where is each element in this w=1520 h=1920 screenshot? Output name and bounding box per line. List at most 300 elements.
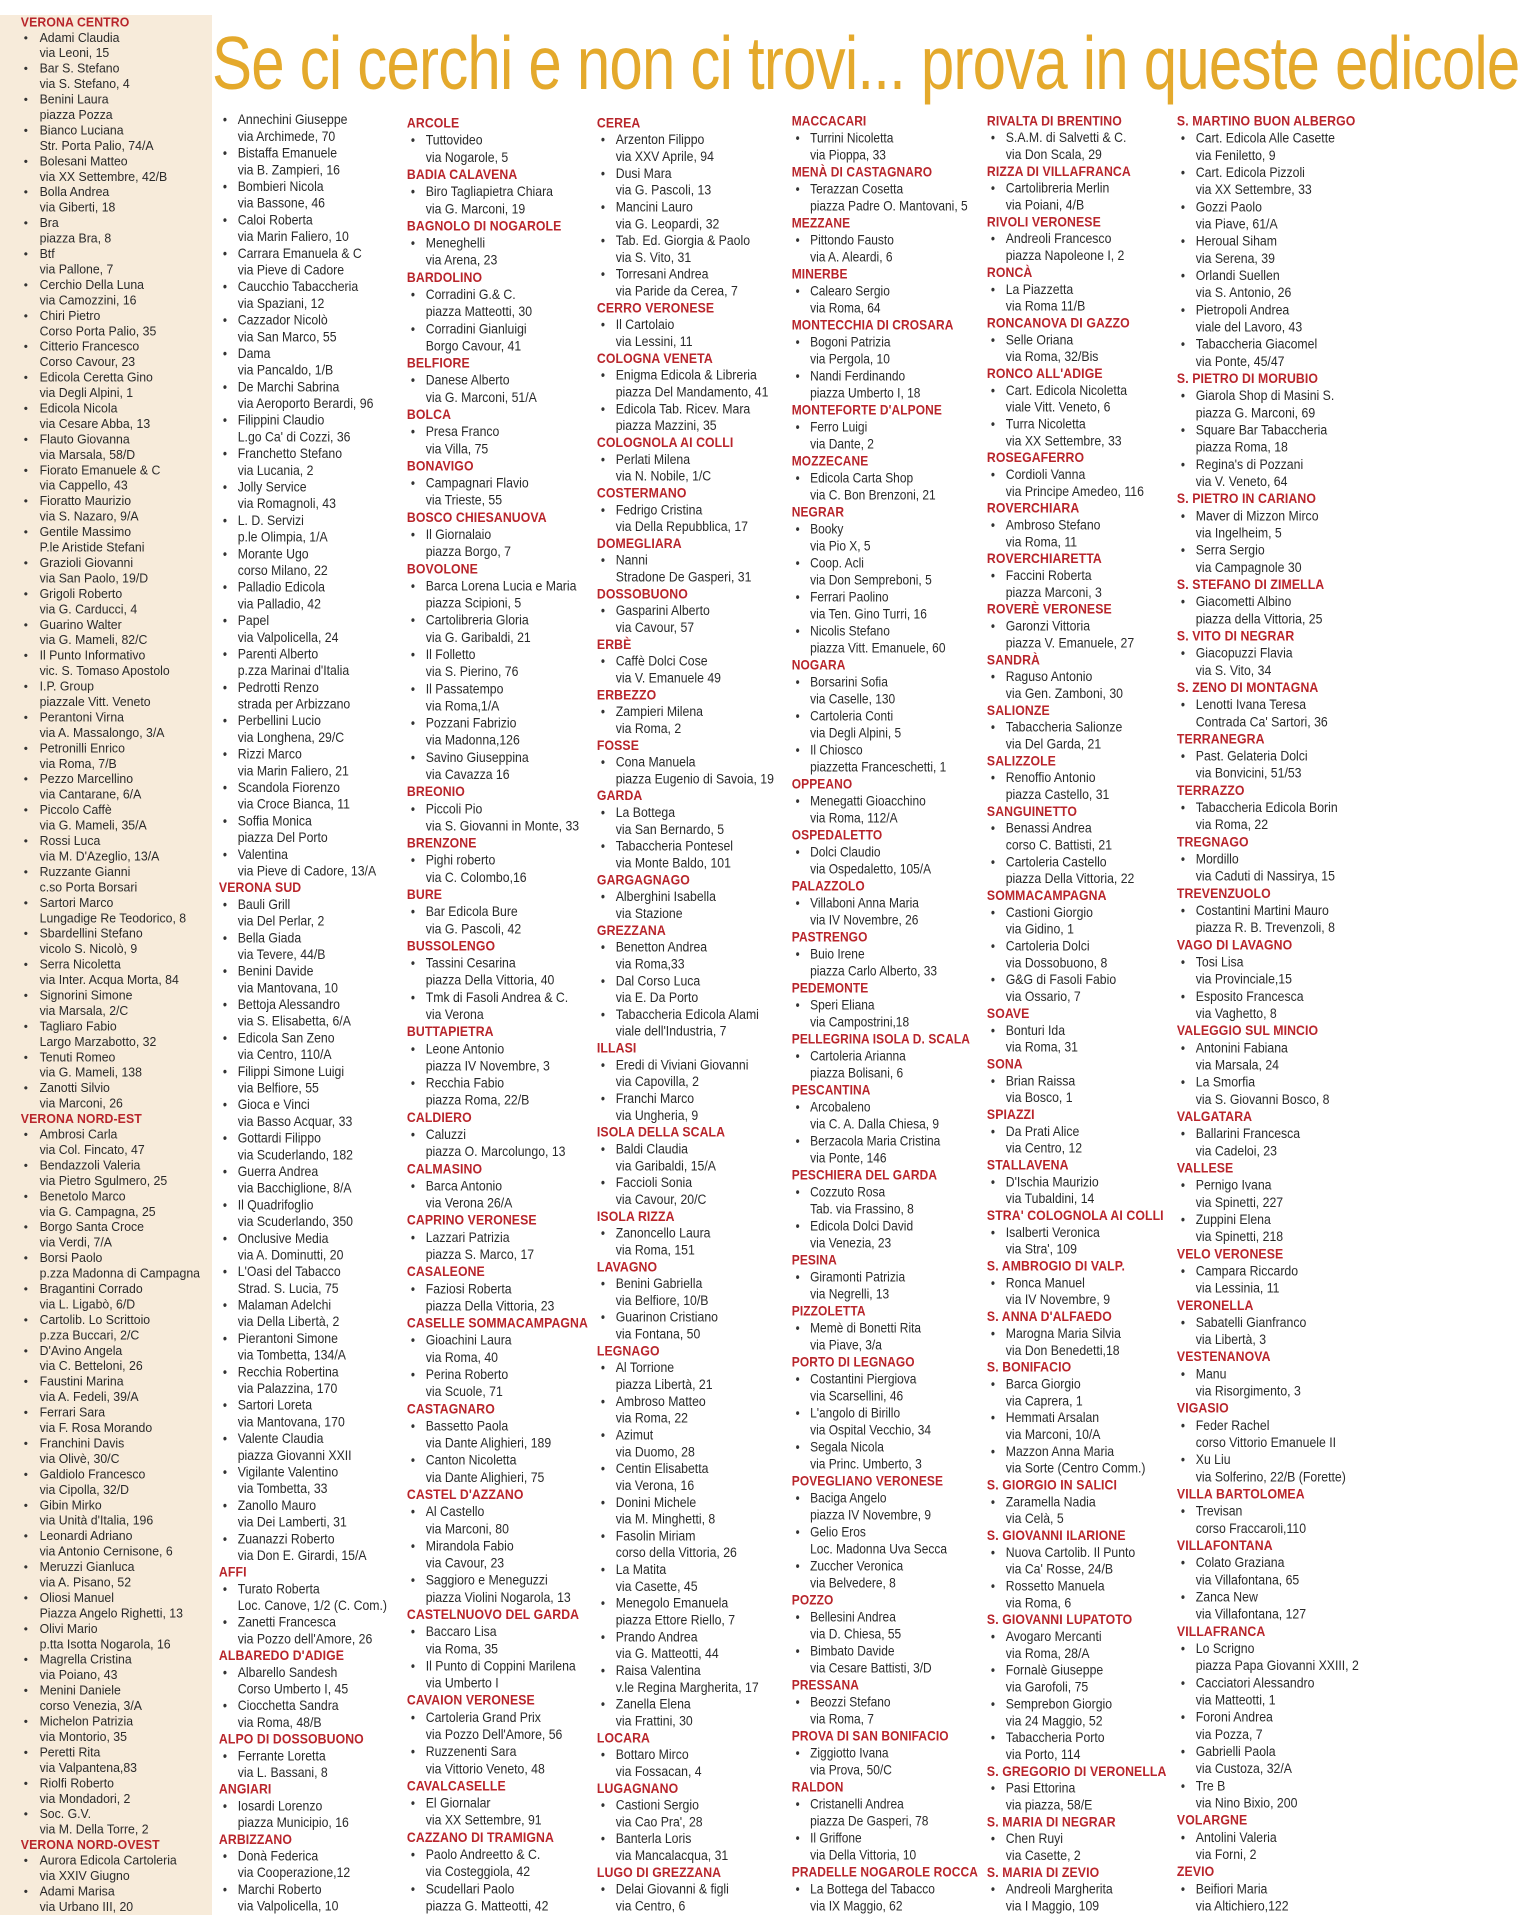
- newsstand-entry: [400, 1881, 593, 1915]
- newsstand-name: • Gibin Mirko: [39, 1497, 102, 1513]
- newsstand-name: • Zanella Elena: [615, 1696, 691, 1713]
- newsstand-address: via Tombetta, 134/A: [237, 1347, 346, 1363]
- town-heading: ROVERÈ VERONESE: [986, 601, 1112, 618]
- newsstand-address: via V. Veneto, 64: [1195, 473, 1288, 490]
- newsstand-entry: [0, 1467, 210, 1498]
- town-heading: S. VITO DI NEGRAR: [1176, 627, 1295, 644]
- newsstand-address: Loc. Canove, 1/2 (C. Com.): [237, 1597, 387, 1614]
- newsstand-address: via Venezia, 23: [810, 1235, 892, 1251]
- newsstand-address: viale del Lavoro, 43: [1195, 318, 1303, 335]
- newsstand-address: via A. Pisano, 52: [39, 1575, 132, 1590]
- newsstand-name: • Tre B: [1195, 1777, 1226, 1794]
- newsstand-address: via M. Minghetti, 8: [615, 1511, 716, 1527]
- newsstand-name: • Fasolin Miriam: [615, 1528, 696, 1544]
- newsstand-address: via XX Settembre, 91: [425, 1812, 542, 1829]
- newsstand-name: • Ruzzenenti Sara: [425, 1743, 517, 1760]
- newsstand-name: • Tabaccheria Pontesel: [615, 838, 734, 855]
- newsstand-entry: [980, 938, 1173, 972]
- town-heading: CAPRINO VERONESE: [406, 1212, 537, 1229]
- newsstand-name: • Sartori Marco: [39, 895, 114, 910]
- newsstand-name: • Petronilli Enrico: [39, 741, 125, 756]
- newsstand-address: via Don Benedetti,18: [1005, 1342, 1120, 1359]
- newsstand-name: • Pezzo Marcellino: [39, 771, 134, 787]
- newsstand-name: • Fiorato Emanuele & C: [39, 462, 161, 478]
- newsstand-address: via 24 Maggio, 52: [1005, 1712, 1103, 1729]
- newsstand-entry: [400, 1366, 593, 1400]
- newsstand-entry: [785, 1524, 973, 1558]
- newsstand-name: • Mazzon Anna Maria: [1005, 1443, 1115, 1460]
- newsstand-entry: [785, 793, 973, 827]
- newsstand-name: • Flauto Giovanna: [39, 432, 130, 447]
- town-heading: S. STEFANO DI ZIMELLA: [1176, 576, 1325, 593]
- newsstand-address: piazza Della Vittoria, 22: [1005, 870, 1135, 887]
- town-heading: PROVA DI SAN BONIFACIO: [791, 1728, 949, 1744]
- newsstand-entry: [212, 579, 405, 612]
- newsstand-address: strada per Arbizzano: [237, 696, 351, 712]
- newsstand-address: via Princ. Umberto, 3: [810, 1456, 922, 1472]
- newsstand-address: p.le Olimpia, 1/A: [237, 529, 328, 545]
- newsstand-address: via Dante Alighieri, 75: [425, 1469, 545, 1486]
- newsstand-entry: [0, 1282, 210, 1313]
- newsstand-entry: [980, 1443, 1173, 1477]
- newsstand-name: • Perlati Milena: [615, 451, 691, 468]
- newsstand-name: • Segala Nicola: [810, 1439, 884, 1455]
- town-heading: PALAZZOLO: [791, 878, 865, 894]
- newsstand-name: • Chen Ruyi: [1005, 1830, 1063, 1847]
- newsstand-entry: [590, 1797, 783, 1831]
- newsstand-entry: [590, 1309, 783, 1343]
- newsstand-name: • Bellesini Andrea: [810, 1609, 896, 1625]
- newsstand-address: via S. Elisabetta, 6/A: [237, 1013, 351, 1030]
- newsstand-entry: [1170, 1640, 1381, 1674]
- newsstand-entry: [590, 1831, 783, 1865]
- newsstand-address: via G. Mameli, 138: [39, 1065, 142, 1080]
- newsstand-entry: [0, 741, 210, 772]
- newsstand-address: via G. Pascoli, 42: [425, 920, 522, 937]
- newsstand-entry: [590, 1091, 783, 1125]
- newsstand-address: via Villafontana, 65: [1195, 1571, 1300, 1588]
- newsstand-name: • Campagnari Flavio: [425, 475, 529, 492]
- newsstand-address: via A. Dominutti, 20: [237, 1247, 344, 1263]
- newsstand-name: • Bar S. Stefano: [39, 61, 120, 76]
- newsstand-entry: [400, 646, 593, 680]
- newsstand-name: • Franchini Davis: [39, 1436, 125, 1451]
- newsstand-entry: [980, 416, 1173, 450]
- newsstand-name: • S.A.M. di Salvetti & C.: [1005, 129, 1127, 146]
- newsstand-name: • Centin Elisabetta: [615, 1460, 709, 1477]
- town-heading: S. ANNA D'ALFAEDO: [986, 1308, 1112, 1325]
- newsstand-name: • Speri Eliana: [810, 997, 875, 1013]
- newsstand-address: via Roma, 35: [425, 1640, 499, 1657]
- newsstand-address: via Casette, 45: [615, 1578, 698, 1595]
- newsstand-entry: [212, 246, 405, 279]
- newsstand-address: via Forni, 2: [1195, 1846, 1257, 1863]
- newsstand-entry: [785, 1048, 973, 1082]
- newsstand-name: • Jolly Service: [237, 479, 307, 495]
- newsstand-entry: [0, 1220, 210, 1251]
- newsstand-entry: [400, 801, 593, 835]
- town-heading: SANDRÀ: [986, 651, 1040, 668]
- newsstand-address: via G. Leopardi, 32: [615, 215, 720, 232]
- newsstand-name: • Mirandola Fabio: [425, 1537, 514, 1554]
- newsstand-name: • Adami Claudia: [39, 30, 120, 45]
- newsstand-entry: [785, 1694, 973, 1728]
- newsstand-name: • Tuttovideo: [425, 132, 483, 149]
- newsstand-name: • Bar Edicola Bure: [425, 903, 518, 920]
- newsstand-entry: [785, 555, 973, 589]
- newsstand-address: via Romagnoli, 43: [237, 495, 336, 512]
- newsstand-name: • Nandi Ferdinando: [810, 368, 906, 384]
- newsstand-address: via S. Vito, 31: [615, 249, 692, 266]
- newsstand-address: via Lucania, 2: [237, 462, 314, 479]
- newsstand-entry: [980, 1326, 1173, 1360]
- newsstand-entry: [1170, 954, 1381, 988]
- newsstand-name: • Tmk di Fasoli Andrea & C.: [425, 989, 569, 1006]
- newsstand-entry: [590, 1141, 783, 1175]
- newsstand-entry: [212, 145, 405, 178]
- newsstand-address: via Roma, 112/A: [810, 810, 898, 826]
- newsstand-address: via Pozzo Dell'Amore, 56: [425, 1726, 563, 1743]
- newsstand-address: via F. Rosa Morando: [39, 1420, 153, 1436]
- newsstand-address: via M. Della Torre, 2: [39, 1822, 149, 1837]
- newsstand-address: via Roma, 6: [1005, 1595, 1072, 1611]
- newsstand-entry: [590, 1629, 783, 1663]
- newsstand-address: via Basso Acquar, 33: [237, 1113, 353, 1130]
- town-heading: CAZZANO DI TRAMIGNA: [406, 1829, 554, 1846]
- newsstand-entry: [0, 679, 210, 710]
- newsstand-address: piazza Violini Nogarola, 13: [425, 1589, 571, 1606]
- town-heading: S. BONIFACIO: [986, 1359, 1072, 1375]
- newsstand-address: via XX Settembre, 33: [1195, 181, 1312, 198]
- newsstand-address: via N. Nobile, 1/C: [615, 468, 712, 484]
- newsstand-entry: [785, 589, 973, 623]
- newsstand-address: via Piave, 61/A: [1195, 215, 1278, 232]
- newsstand-entry: [785, 1184, 973, 1218]
- newsstand-entry: [1170, 1589, 1381, 1623]
- newsstand-address: via Leoni, 15: [39, 45, 110, 61]
- newsstand-name: • Meneghelli: [425, 235, 486, 251]
- newsstand-entry: [0, 463, 210, 494]
- newsstand-entry: [1170, 1778, 1381, 1812]
- newsstand-address: via Roma, 40: [425, 1349, 499, 1366]
- newsstand-name: • Cona Manuela: [615, 754, 696, 770]
- newsstand-address: via Ingelheim, 5: [1195, 524, 1282, 541]
- newsstand-name: • Fedrigo Cristina: [615, 501, 703, 518]
- town-heading: ROVERCHIARETTA: [986, 550, 1102, 567]
- newsstand-name: • Borsarini Sofia: [810, 674, 888, 690]
- town-heading: AFFI: [218, 1564, 247, 1580]
- newsstand-address: piazza Borgo, 7: [425, 543, 511, 560]
- newsstand-address: Corso Umberto I, 45: [237, 1681, 349, 1697]
- newsstand-entry: [980, 1275, 1173, 1309]
- newsstand-name: • Costantini Piergiova: [810, 1371, 917, 1387]
- newsstand-address: via Spinetti, 227: [1195, 1194, 1284, 1211]
- newsstand-name: • Cartoleria Conti: [810, 708, 894, 724]
- newsstand-name: • Berzacola Maria Cristina: [810, 1133, 941, 1149]
- newsstand-name: • Cartoleria Dolci: [1005, 938, 1090, 954]
- newsstand-entry: [590, 1427, 783, 1461]
- newsstand-name: • Donà Federica: [237, 1848, 319, 1864]
- newsstand-address: piazza De Gasperi, 78: [810, 1813, 929, 1829]
- newsstand-entry: [400, 1624, 593, 1658]
- newsstand-address: via S. Pierino, 76: [425, 663, 519, 680]
- newsstand-entry: [1170, 1211, 1381, 1245]
- town-heading: ERBÈ: [596, 636, 632, 653]
- newsstand-address: piazza Municipio, 16: [237, 1814, 349, 1831]
- newsstand-name: • Trevisan: [1195, 1503, 1243, 1520]
- newsstand-entry: [1170, 199, 1381, 233]
- newsstand-address: via Ospital Vecchio, 34: [810, 1422, 932, 1438]
- newsstand-address: via Roma, 28/A: [1005, 1645, 1090, 1662]
- newsstand-name: • Donini Michele: [615, 1494, 697, 1511]
- newsstand-entry: [1170, 594, 1381, 628]
- town-heading: COLOGNA VENETA: [596, 350, 713, 367]
- newsstand-address: Contrada Ca' Sartori, 36: [1195, 713, 1328, 730]
- newsstand-address: piazza Bra, 8: [39, 231, 112, 246]
- newsstand-name: • Beifiori Maria: [1195, 1880, 1268, 1897]
- newsstand-address: via Lessinia, 11: [1195, 1280, 1280, 1297]
- town-heading: DOMEGLIARA: [596, 535, 682, 552]
- town-heading: S. GIOVANNI ILARIONE: [986, 1527, 1126, 1544]
- town-heading: VILLA BARTOLOMEA: [1176, 1485, 1305, 1502]
- newsstand-entry: [400, 1709, 593, 1743]
- town-heading: PELLEGRINA ISOLA D. SCALA: [791, 1031, 970, 1047]
- town-heading: PESCHIERA DEL GARDA: [791, 1167, 938, 1183]
- newsstand-entry: [0, 957, 210, 988]
- newsstand-entry: [590, 973, 783, 1007]
- newsstand-address: via Marin Faliero, 21: [237, 763, 349, 779]
- newsstand-name: • Serra Sergio: [1195, 542, 1265, 559]
- newsstand-address: via Roma, 32/Bis: [1005, 348, 1099, 365]
- newsstand-address: via Fontana, 50: [615, 1326, 701, 1342]
- newsstand-name: • Il Punto di Coppini Marilena: [425, 1657, 576, 1674]
- newsstand-name: • Scandola Fiorenzo: [237, 779, 341, 796]
- newsstand-name: • Ciocchetta Sandra: [237, 1697, 339, 1714]
- newsstand-entry: [1170, 233, 1381, 267]
- newsstand-name: • Tassini Cesarina: [425, 955, 516, 972]
- newsstand-address: via Bacchiglione, 8/A: [237, 1180, 352, 1197]
- newsstand-entry: [0, 92, 210, 123]
- newsstand-entry: [0, 1529, 210, 1560]
- newsstand-entry: [212, 413, 405, 446]
- newsstand-address: via Cavour, 23: [425, 1555, 505, 1572]
- newsstand-address: via Prova, 50/C: [810, 1762, 892, 1778]
- newsstand-entry: [785, 181, 973, 215]
- newsstand-entry: [400, 904, 593, 938]
- newsstand-entry: [785, 232, 973, 266]
- newsstand-name: • Piccolo Caffè: [39, 802, 112, 818]
- newsstand-entry: [212, 379, 405, 412]
- newsstand-name: • Al Torrione: [615, 1359, 675, 1376]
- newsstand-address: via Degli Alpini, 5: [810, 725, 902, 741]
- newsstand-address: p.zza Marinai d'Italia: [237, 662, 350, 679]
- town-heading: COLOGNOLA AI COLLI: [596, 434, 734, 451]
- newsstand-name: • Peretti Rita: [39, 1745, 101, 1760]
- newsstand-entry: [0, 401, 210, 432]
- newsstand-address: corso C. Battisti, 21: [1005, 837, 1113, 853]
- newsstand-name: • Benini Davide: [237, 963, 314, 979]
- newsstand-address: via Roma, 7: [810, 1711, 874, 1727]
- newsstand-name: • Lazzari Patrizia: [425, 1229, 510, 1246]
- newsstand-address: c.so Porta Borsari: [39, 880, 138, 895]
- newsstand-name: • Riolfi Roberto: [39, 1775, 114, 1791]
- newsstand-entry: [212, 713, 405, 746]
- newsstand-entry: [212, 746, 405, 779]
- newsstand-entry: [1170, 1040, 1381, 1074]
- newsstand-entry: [785, 1099, 973, 1133]
- newsstand-name: • Orlandi Suellen: [1195, 267, 1280, 284]
- newsstand-address: via Roma, 22: [1195, 816, 1269, 833]
- newsstand-address: L.go Ca' di Cozzi, 36: [237, 429, 351, 445]
- newsstand-name: • Rizzi Marco: [237, 746, 302, 762]
- newsstand-address: via Centro, 12: [1005, 1140, 1083, 1157]
- newsstand-entry: [400, 715, 593, 749]
- newsstand-address: via Garibaldi, 15/A: [615, 1157, 716, 1174]
- town-heading: MOZZECANE: [791, 453, 869, 469]
- newsstand-entry: [590, 1360, 783, 1394]
- town-heading: TERRANEGRA: [1176, 730, 1265, 747]
- town-heading: SOMMACAMPAGNA: [986, 887, 1107, 904]
- newsstand-entry: [590, 1663, 783, 1697]
- newsstand-name: • Recchia Robertina: [237, 1364, 339, 1380]
- newsstand-name: • Bottaro Mirco: [615, 1746, 689, 1763]
- newsstand-entry: [785, 997, 973, 1031]
- town-heading: OSPEDALETTO: [791, 827, 883, 843]
- newsstand-address: via Vaghetto, 8: [1195, 1005, 1277, 1022]
- newsstand-name: • Booky: [810, 521, 844, 537]
- newsstand-entry: [1170, 130, 1381, 164]
- town-heading: VELO VERONESE: [1176, 1245, 1284, 1262]
- newsstand-entry: [0, 617, 210, 648]
- newsstand-address: via Croce Bianca, 11: [237, 796, 350, 813]
- newsstand-entry: [980, 1881, 1173, 1915]
- newsstand-name: • Leone Antonio: [425, 1040, 505, 1057]
- newsstand-name: • Benini Gabriella: [615, 1275, 703, 1292]
- newsstand-address: piazza Giovanni XXII: [237, 1447, 352, 1464]
- newsstand-name: • La Bottega: [615, 804, 676, 821]
- town-heading: FOSSE: [596, 737, 639, 754]
- newsstand-address: via Roma, 64: [810, 300, 881, 316]
- newsstand-name: • Cart. Edicola Nicoletta: [1005, 382, 1128, 399]
- listing-column: [400, 115, 595, 1915]
- newsstand-address: via Olivè, 30/C: [39, 1451, 120, 1467]
- newsstand-entry: [0, 216, 210, 247]
- newsstand-entry: [212, 1331, 405, 1364]
- newsstand-entry: [590, 266, 783, 300]
- newsstand-entry: [785, 1830, 973, 1864]
- newsstand-name: • Canton Nicoletta: [425, 1452, 517, 1469]
- newsstand-entry: [1170, 1177, 1381, 1211]
- newsstand-name: • Onclusive Media: [237, 1230, 329, 1247]
- town-heading: LAVAGNO: [596, 1258, 658, 1275]
- newsstand-entry: [0, 1560, 210, 1591]
- newsstand-address: via Altichiero,122: [1195, 1897, 1289, 1914]
- newsstand-name: • Ambroso Matteo: [615, 1393, 706, 1410]
- newsstand-name: • Marogna Maria Silvia: [1005, 1325, 1121, 1342]
- newsstand-entry: [1170, 1503, 1381, 1537]
- newsstand-address: piazza Vitt. Emanuele, 60: [810, 640, 946, 656]
- newsstand-entry: [400, 526, 593, 560]
- newsstand-address: via Cavour, 57: [615, 619, 695, 636]
- newsstand-address: via piazza, 58/E: [1005, 1797, 1093, 1813]
- town-heading: BRENZONE: [406, 835, 477, 852]
- newsstand-entry: [980, 1225, 1173, 1259]
- newsstand-name: • Cristanelli Andrea: [810, 1796, 904, 1812]
- town-heading: BOLCA: [406, 406, 452, 423]
- newsstand-name: • Ambrosi Carla: [39, 1127, 118, 1142]
- newsstand-entry: [212, 997, 405, 1030]
- newsstand-entry: [0, 1436, 210, 1467]
- town-heading: SALIONZE: [986, 702, 1050, 719]
- newsstand-address: piazza O. Marcolungo, 13: [425, 1143, 566, 1160]
- newsstand-entry: [0, 648, 210, 679]
- newsstand-name: • L'angolo di Birillo: [810, 1405, 901, 1421]
- newsstand-name: • Bassetto Paola: [425, 1417, 509, 1434]
- newsstand-entry: [1170, 697, 1381, 731]
- newsstand-name: • Cartolib. Lo Scrittoio: [39, 1312, 151, 1327]
- newsstand-entry: [1170, 1366, 1381, 1400]
- newsstand-address: via C. Betteloni, 26: [39, 1358, 143, 1374]
- town-heading: COSTERMANO: [596, 485, 687, 501]
- newsstand-name: • Danese Alberto: [425, 372, 510, 389]
- town-heading: VILLAFRANCA: [1176, 1623, 1266, 1640]
- newsstand-entry: [0, 1884, 210, 1915]
- newsstand-name: • Cart. Edicola Alle Casette: [1195, 130, 1335, 147]
- newsstand-address: via Monte Baldo, 101: [615, 855, 731, 871]
- newsstand-entry: [1170, 267, 1381, 301]
- newsstand-entry: [212, 847, 405, 880]
- town-heading: ISOLA RIZZA: [596, 1208, 675, 1225]
- newsstand-name: • Perbellini Lucio: [237, 713, 321, 729]
- newsstand-address: via Marin Faliero, 10: [237, 228, 349, 245]
- newsstand-address: via Cavazza 16: [425, 766, 510, 783]
- newsstand-entry: [212, 1848, 405, 1881]
- town-heading: S. MARTINO BUON ALBERGO: [1176, 113, 1356, 130]
- newsstand-name: • Franchetto Stefano: [237, 445, 343, 462]
- newsstand-name: • Banterla Loris: [615, 1830, 692, 1847]
- newsstand-address: via G. Mameli, 35/A: [39, 818, 147, 833]
- newsstand-entry: [590, 1276, 783, 1310]
- newsstand-entry: [785, 1881, 973, 1915]
- town-heading: MACCACARI: [791, 113, 867, 129]
- town-heading: BURE: [406, 886, 443, 903]
- newsstand-address: p.zza Madonna di Campagna: [39, 1266, 200, 1281]
- town-heading: BOVOLONE: [406, 560, 478, 577]
- newsstand-name: • Cartoleria Arianna: [810, 1048, 906, 1064]
- newsstand-address: via Cavour, 20/C: [615, 1191, 707, 1208]
- newsstand-address: via Cooperazione,12: [237, 1864, 351, 1881]
- town-heading: VILLAFONTANA: [1176, 1537, 1273, 1554]
- newsstand-address: via Dei Lamberti, 31: [237, 1514, 347, 1530]
- newsstand-address: via Ten. Gino Turri, 16: [810, 606, 927, 622]
- newsstand-entry: [590, 199, 783, 233]
- listing-column: [980, 113, 1175, 1915]
- town-heading: VESTENANOVA: [1176, 1348, 1271, 1365]
- newsstand-name: • Dama: [237, 345, 271, 362]
- newsstand-address: Tab. via Frassino, 8: [810, 1201, 914, 1217]
- newsstand-entry: [0, 432, 210, 463]
- newsstand-name: • Villaboni Anna Maria: [810, 895, 919, 911]
- newsstand-address: via Porto, 114: [1005, 1746, 1081, 1763]
- newsstand-entry: [212, 1464, 405, 1497]
- newsstand-entry: [785, 895, 973, 929]
- newsstand-entry: [212, 1030, 405, 1063]
- newsstand-address: via Ponte, 45/47: [1195, 353, 1285, 370]
- newsstand-name: • Ferro Luigi: [810, 419, 868, 435]
- newsstand-address: p.tta Isotta Nogarola, 16: [39, 1636, 171, 1652]
- newsstand-entry: [0, 1622, 210, 1653]
- town-heading: STALLAVENA: [986, 1157, 1069, 1173]
